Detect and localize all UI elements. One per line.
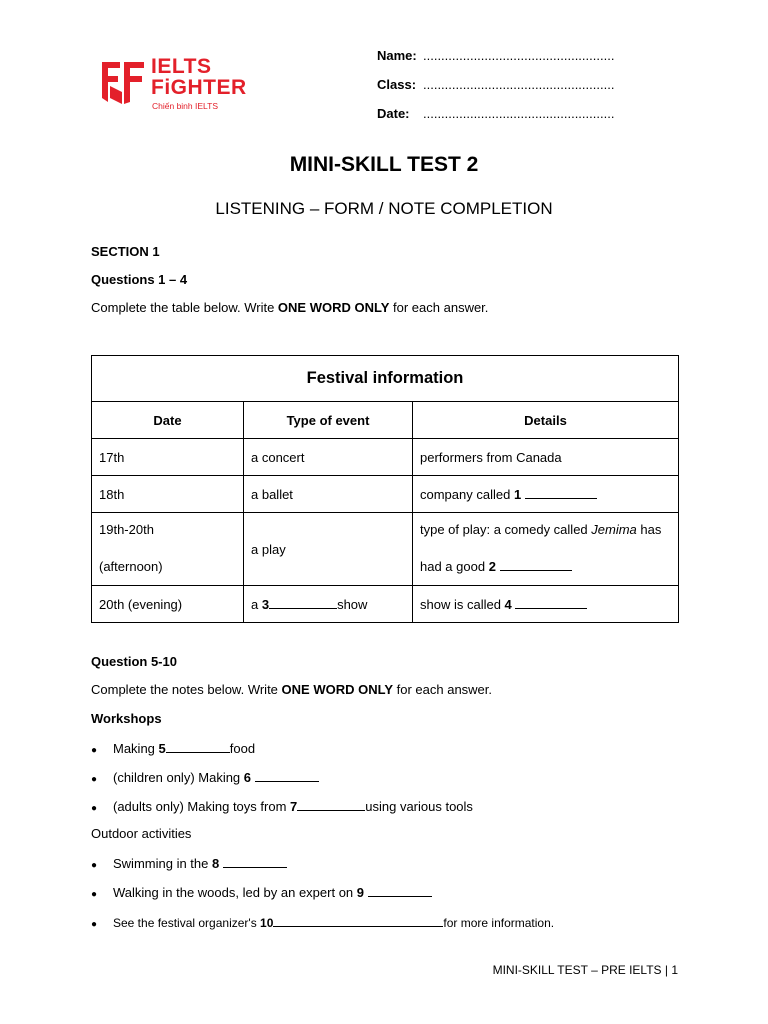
questions-1-4-heading: Questions 1 – 4: [91, 272, 188, 287]
answer-blank-9[interactable]: [368, 884, 432, 897]
class-dots: .....................................................: [423, 77, 615, 92]
list-item: ● Walking in the woods, led by an expert on 9: [91, 884, 432, 900]
ielts-fighter-logo-icon: [100, 58, 146, 106]
answer-blank-5[interactable]: [166, 740, 230, 753]
table-row: [92, 513, 679, 586]
name-field[interactable]: [377, 48, 614, 63]
table-row: [92, 439, 679, 476]
answer-blank-7[interactable]: [297, 798, 365, 811]
cell-details: show is called 4: [413, 586, 679, 623]
cell-date: 20th (evening): [92, 586, 244, 623]
outdoor-heading: Outdoor activities: [91, 826, 192, 841]
cell-type: a play: [244, 513, 413, 586]
table-header-row: [92, 402, 679, 439]
answer-blank-4[interactable]: [515, 596, 587, 609]
header-type: Type of event: [244, 402, 413, 439]
bullet-icon: ●: [91, 745, 98, 756]
cell-details: performers from Canada: [413, 439, 679, 476]
page-title: MINI-SKILL TEST 2: [289, 153, 479, 176]
class-field[interactable]: [377, 77, 614, 92]
answer-blank-10[interactable]: [273, 914, 443, 927]
brand-name-line2: FiGHTER: [151, 76, 247, 99]
answer-blank-1[interactable]: [525, 486, 597, 499]
list-item: ● (children only) Making 6: [91, 769, 319, 785]
answer-blank-3[interactable]: [269, 596, 337, 609]
questions-5-10-heading: Question 5-10: [91, 654, 177, 669]
list-item: ● See the festival organizer's 10 for more information.: [91, 916, 555, 930]
brand-name-line1: IELTS: [151, 55, 212, 78]
table-row: [92, 586, 679, 623]
date-field[interactable]: [377, 106, 614, 121]
bullet-icon: ●: [91, 919, 98, 930]
answer-blank-2[interactable]: [500, 558, 572, 571]
cell-details: company called 1: [413, 476, 679, 513]
cell-date: 17th: [92, 439, 244, 476]
cell-type: a concert: [244, 439, 413, 476]
cell-date: 18th: [92, 476, 244, 513]
bullet-icon: ●: [91, 774, 98, 785]
section-heading: SECTION 1: [91, 244, 160, 259]
header-details: Details: [413, 402, 679, 439]
list-item: ● Swimming in the 8: [91, 855, 287, 871]
cell-date: 19th-20th (afternoon): [92, 513, 244, 586]
name-dots: .....................................................: [423, 48, 615, 63]
page-footer: MINI-SKILL TEST – PRE IELTS | 1: [492, 963, 678, 977]
list-item: ● Making 5 food: [91, 741, 256, 756]
header-date: Date: [92, 402, 244, 439]
cell-type: a 3 show: [244, 586, 413, 623]
cell-details: type of play: a comedy called Jemima has had a good 2: [413, 513, 679, 586]
answer-blank-8[interactable]: [223, 855, 287, 868]
class-label: Class:: [377, 77, 417, 92]
bullet-icon: ●: [91, 803, 98, 814]
brand-name: [151, 56, 247, 98]
list-item: ● (adults only) Making toys from 7 using various tools: [91, 799, 473, 814]
page-subtitle: LISTENING – FORM / NOTE COMPLETION: [215, 199, 553, 218]
bullet-icon: ●: [91, 889, 98, 900]
answer-blank-6[interactable]: [255, 769, 319, 782]
brand-logo: [100, 56, 270, 112]
questions-5-10-instruction: Complete the notes below. Write ONE WORD ONLY for each answer.: [91, 682, 493, 697]
questions-1-4-instruction: Complete the table below. Write ONE WORD ONLY for each answer.: [91, 300, 489, 315]
date-label: Date:: [377, 106, 410, 121]
date-dots: .....................................................: [423, 106, 615, 121]
cell-type: a ballet: [244, 476, 413, 513]
bullet-icon: ●: [91, 860, 98, 871]
brand-tagline: Chiến binh IELTS: [152, 101, 218, 111]
table-row: [92, 476, 679, 513]
festival-table: [91, 355, 679, 623]
name-label: Name:: [377, 48, 417, 63]
workshops-heading: Workshops: [91, 711, 162, 726]
table-caption: Festival information: [92, 356, 679, 402]
